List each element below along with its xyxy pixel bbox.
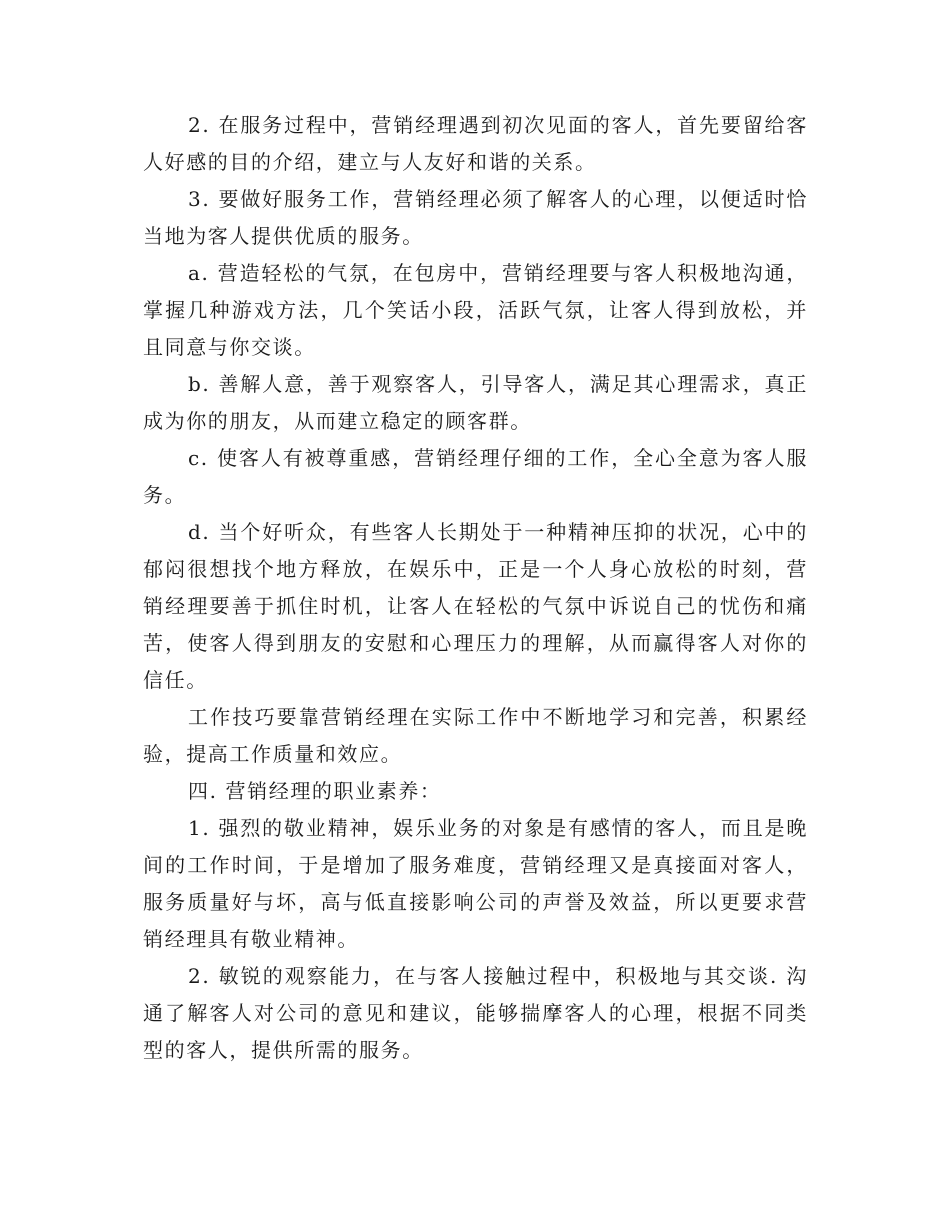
paragraph-understand-psychology: 3. 要做好服务工作，营销经理必须了解客人的心理，以便适时恰当地为客人提供优质的服务。 <box>143 187 808 248</box>
paragraph-observation: 2. 敏锐的观察能力，在与客人接触过程中，积极地与其交谈. 沟通了解客人对公司的意见和建议，能够揣摩客人的心理，根据不同类型的客人，提供所需的服务。 <box>143 964 808 1062</box>
paragraph-good-listener: d. 当个好听众，有些客人长期处于一种精神压抑的状况，心中的郁闷很想找个地方释放，在娱乐中，正是一个人身心放松的时刻，营销经理要善于抓住时机，让客人在轻松的气氛中诉说自己的忧伤和痛苦，使客人得到朋友的安慰和心理压力的理解，从而赢得客人对你的信任。 <box>143 520 808 692</box>
paragraph-relaxed-atmosphere: a. 营造轻松的气氛，在包房中，营销经理要与客人积极地沟通，掌握几种游戏方法，几个笑话小段，活跃气氛，让客人得到放松，并且同意与你交谈。 <box>143 261 808 359</box>
paragraph-service-first-meeting: 2. 在服务过程中，营销经理遇到初次见面的客人，首先要留给客人好感的目的介绍，建立与人友好和谐的关系。 <box>143 113 808 174</box>
paragraph-understanding: b. 善解人意，善于观察客人，引导客人，满足其心理需求，真正成为你的朋友，从而建立稳定的顾客群。 <box>143 372 808 433</box>
paragraph-dedication: 1. 强烈的敬业精神，娱乐业务的对象是有感情的客人，而且是晚间的工作时间，于是增加了服务难度，营销经理又是真接面对客人，服务质量好与坏，高与低直接影响公司的声誉及效益，所以更要求营销经理具有敬业精神。 <box>143 816 808 951</box>
paragraph-work-skills: 工作技巧要靠营销经理在实际工作中不断地学习和完善，积累经验，提高工作质量和效应。 <box>143 705 808 766</box>
section-heading-professional-quality: 四. 营销经理的职业素养： <box>188 779 442 803</box>
document-page <box>143 107 808 1069</box>
paragraph-respect: c. 使客人有被尊重感，营销经理仔细的工作，全心全意为客人服务。 <box>143 446 808 507</box>
